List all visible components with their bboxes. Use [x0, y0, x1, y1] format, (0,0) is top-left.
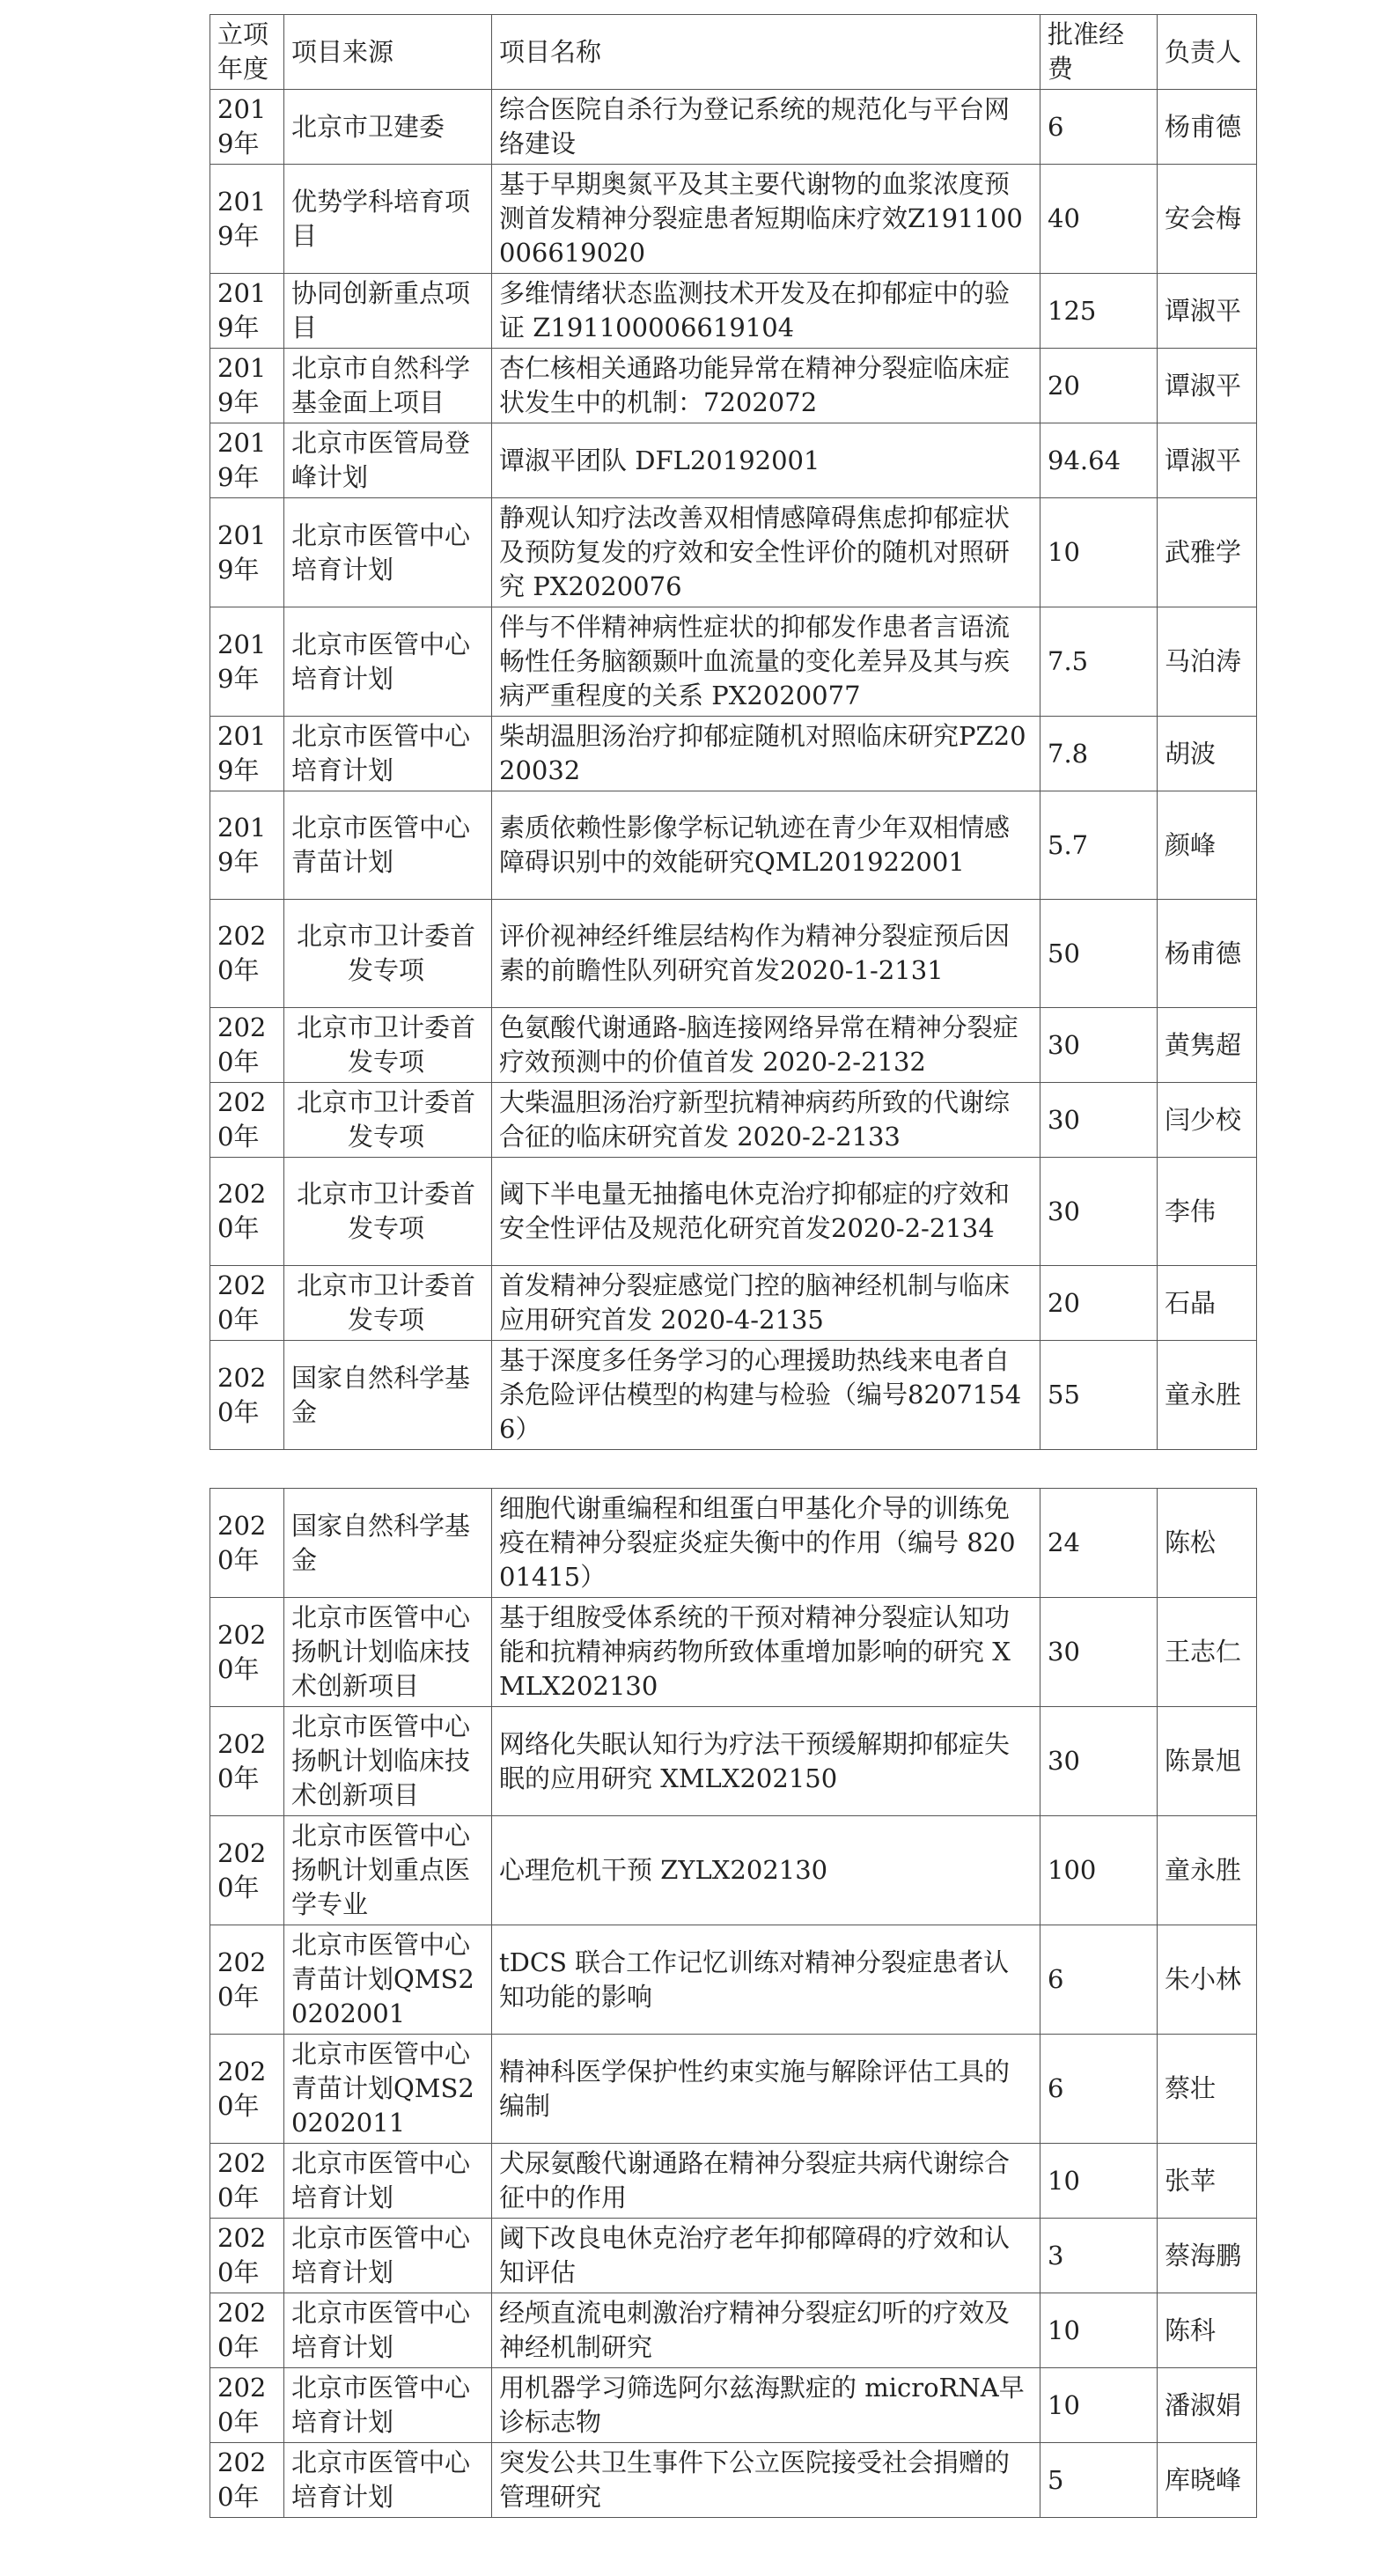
funding-cell: 94.64 [1040, 423, 1158, 498]
pi-cell: 安会梅 [1158, 165, 1257, 274]
table-row [210, 2443, 1257, 2518]
pi-cell: 胡波 [1158, 717, 1257, 791]
project-name-cell: 静观认知疗法改善双相情感障碍焦虑抑郁症状及预防复发的疗效和安全性评价的随机对照研究 PX2020076 [492, 498, 1040, 607]
source-cell: 北京市医管中心培育计划 [284, 2368, 492, 2443]
funding-cell: 10 [1040, 2144, 1158, 2219]
project-name-cell: 评价视神经纤维层结构作为精神分裂症预后因素的前瞻性队列研究首发2020-1-2131 [492, 900, 1040, 1008]
funding-cell: 24 [1040, 1489, 1158, 1598]
year-cell: 2019年 [210, 349, 284, 423]
pi-cell: 武雅学 [1158, 498, 1257, 607]
year-cell: 2020年 [210, 2443, 284, 2518]
year-cell: 2020年 [210, 1008, 284, 1083]
source-cell: 北京市医管中心扬帆计划临床技术创新项目 [284, 1598, 492, 1707]
source-cell: 北京市医管中心培育计划 [284, 498, 492, 607]
year-cell: 2020年 [210, 1707, 284, 1816]
funding-cell: 30 [1040, 1707, 1158, 1816]
table-row [210, 2144, 1257, 2219]
funding-cell: 50 [1040, 900, 1158, 1008]
project-table-page-2 [210, 1488, 1257, 2518]
source-cell: 北京市医管中心培育计划 [284, 717, 492, 791]
project-name-cell: 阈下半电量无抽搐电休克治疗抑郁症的疗效和安全性评估及规范化研究首发2020-2-2134 [492, 1158, 1040, 1266]
funding-cell: 30 [1040, 1598, 1158, 1707]
source-cell: 北京市医管中心青苗计划QMS20202001 [284, 1925, 492, 2035]
pi-cell: 蔡壮 [1158, 2035, 1257, 2144]
year-cell: 2020年 [210, 1341, 284, 1450]
table-row [210, 498, 1257, 607]
pi-cell: 陈科 [1158, 2293, 1257, 2368]
table-row [210, 90, 1257, 165]
source-cell: 北京市医管中心培育计划 [284, 2293, 492, 2368]
project-name-cell: 心理危机干预 ZYLX202130 [492, 1816, 1040, 1925]
funding-cell: 10 [1040, 2368, 1158, 2443]
project-name-cell: 基于深度多任务学习的心理援助热线来电者自杀危险评估模型的构建与检验（编号82071546） [492, 1341, 1040, 1450]
pi-cell: 童永胜 [1158, 1341, 1257, 1450]
pi-cell: 谭淑平 [1158, 274, 1257, 349]
source-cell: 北京市医管中心青苗计划QMS20202011 [284, 2035, 492, 2144]
table-row [210, 274, 1257, 349]
table-row [210, 1266, 1257, 1341]
pi-cell: 王志仁 [1158, 1598, 1257, 1707]
year-cell: 2019年 [210, 717, 284, 791]
year-cell: 2020年 [210, 1158, 284, 1266]
source-cell: 北京市医管中心青苗计划 [284, 791, 492, 900]
table-row [210, 1158, 1257, 1266]
header-source: 项目来源 [284, 15, 492, 90]
funding-cell: 100 [1040, 1816, 1158, 1925]
pi-cell: 马泊涛 [1158, 607, 1257, 717]
table-row [210, 900, 1257, 1008]
pi-cell: 童永胜 [1158, 1816, 1257, 1925]
pi-cell: 朱小林 [1158, 1925, 1257, 2035]
project-name-cell: 用机器学习筛选阿尔兹海默症的 microRNA早诊标志物 [492, 2368, 1040, 2443]
funding-cell: 6 [1040, 1925, 1158, 2035]
year-cell: 2020年 [210, 2144, 284, 2219]
year-cell: 2020年 [210, 1266, 284, 1341]
source-cell: 北京市卫计委首发专项 [284, 1266, 492, 1341]
source-cell: 北京市自然科学基金面上项目 [284, 349, 492, 423]
header-name: 项目名称 [492, 15, 1040, 90]
year-cell: 2019年 [210, 423, 284, 498]
funding-cell: 6 [1040, 2035, 1158, 2144]
project-name-cell: 犬尿氨酸代谢通路在精神分裂症共病代谢综合征中的作用 [492, 2144, 1040, 2219]
table-row [210, 1816, 1257, 1925]
funding-cell: 20 [1040, 349, 1158, 423]
funding-cell: 3 [1040, 2219, 1158, 2293]
table-row [210, 1341, 1257, 1450]
funding-cell: 10 [1040, 498, 1158, 607]
table-row [210, 2293, 1257, 2368]
source-cell: 北京市医管中心培育计划 [284, 2144, 492, 2219]
project-name-cell: 基于组胺受体系统的干预对精神分裂症认知功能和抗精神病药物所致体重增加影响的研究 XMLX202130 [492, 1598, 1040, 1707]
funding-cell: 30 [1040, 1083, 1158, 1158]
project-name-cell: 网络化失眠认知行为疗法干预缓解期抑郁症失眠的应用研究 XMLX202150 [492, 1707, 1040, 1816]
project-name-cell: 细胞代谢重编程和组蛋白甲基化介导的训练免疫在精神分裂症炎症失衡中的作用（编号 82001415） [492, 1489, 1040, 1598]
project-name-cell: 基于早期奥氮平及其主要代谢物的血浆浓度预测首发精神分裂症患者短期临床疗效Z191100006619020 [492, 165, 1040, 274]
pi-cell: 杨甫德 [1158, 90, 1257, 165]
year-cell: 2019年 [210, 498, 284, 607]
pi-cell: 杨甫德 [1158, 900, 1257, 1008]
pi-cell: 蔡海鹏 [1158, 2219, 1257, 2293]
table-row [210, 1008, 1257, 1083]
table-row [210, 165, 1257, 274]
year-cell: 2020年 [210, 2368, 284, 2443]
pi-cell: 谭淑平 [1158, 423, 1257, 498]
project-name-cell: 杏仁核相关通路功能异常在精神分裂症临床症状发生中的机制：7202072 [492, 349, 1040, 423]
project-name-cell: tDCS 联合工作记忆训练对精神分裂症患者认知功能的影响 [492, 1925, 1040, 2035]
year-cell: 2019年 [210, 90, 284, 165]
header-funding: 批准经费 [1040, 15, 1158, 90]
year-cell: 2020年 [210, 2219, 284, 2293]
year-cell: 2020年 [210, 1083, 284, 1158]
funding-cell: 20 [1040, 1266, 1158, 1341]
table-row [210, 717, 1257, 791]
funding-cell: 7.5 [1040, 607, 1158, 717]
table-row [210, 349, 1257, 423]
table-row [210, 1489, 1257, 1598]
source-cell: 优势学科培育项目 [284, 165, 492, 274]
year-cell: 2019年 [210, 274, 284, 349]
table-row [210, 1925, 1257, 2035]
project-name-cell: 柴胡温胆汤治疗抑郁症随机对照临床研究PZ2020032 [492, 717, 1040, 791]
pi-cell: 库晓峰 [1158, 2443, 1257, 2518]
source-cell: 北京市卫计委首发专项 [284, 1008, 492, 1083]
pi-cell: 石晶 [1158, 1266, 1257, 1341]
project-name-cell: 经颅直流电刺激治疗精神分裂症幻听的疗效及神经机制研究 [492, 2293, 1040, 2368]
pi-cell: 闫少校 [1158, 1083, 1257, 1158]
table-row [210, 2035, 1257, 2144]
source-cell: 北京市医管中心培育计划 [284, 607, 492, 717]
funding-cell: 10 [1040, 2293, 1158, 2368]
source-cell: 国家自然科学基金 [284, 1489, 492, 1598]
table-row [210, 2219, 1257, 2293]
pi-cell: 陈松 [1158, 1489, 1257, 1598]
project-name-cell: 首发精神分裂症感觉门控的脑神经机制与临床应用研究首发 2020-4-2135 [492, 1266, 1040, 1341]
project-name-cell: 色氨酸代谢通路-脑连接网络异常在精神分裂症疗效预测中的价值首发 2020-2-2132 [492, 1008, 1040, 1083]
pi-cell: 黄隽超 [1158, 1008, 1257, 1083]
year-cell: 2020年 [210, 1489, 284, 1598]
year-cell: 2019年 [210, 165, 284, 274]
project-name-cell: 精神科医学保护性约束实施与解除评估工具的编制 [492, 2035, 1040, 2144]
year-cell: 2020年 [210, 2035, 284, 2144]
source-cell: 北京市卫建委 [284, 90, 492, 165]
project-name-cell: 素质依赖性影像学标记轨迹在青少年双相情感障碍识别中的效能研究QML201922001 [492, 791, 1040, 900]
source-cell: 国家自然科学基金 [284, 1341, 492, 1450]
source-cell: 北京市卫计委首发专项 [284, 1158, 492, 1266]
funding-cell: 30 [1040, 1158, 1158, 1266]
table-row [210, 1707, 1257, 1816]
table-row [210, 1598, 1257, 1707]
source-cell: 北京市医管中心培育计划 [284, 2219, 492, 2293]
project-name-cell: 多维情绪状态监测技术开发及在抑郁症中的验证 Z191100006619104 [492, 274, 1040, 349]
project-table-page-1 [210, 14, 1257, 1450]
source-cell: 协同创新重点项目 [284, 274, 492, 349]
project-name-cell: 阈下改良电休克治疗老年抑郁障碍的疗效和认知评估 [492, 2219, 1040, 2293]
funding-cell: 7.8 [1040, 717, 1158, 791]
project-name-cell: 综合医院自杀行为登记系统的规范化与平台网络建设 [492, 90, 1040, 165]
year-cell: 2019年 [210, 791, 284, 900]
year-cell: 2020年 [210, 900, 284, 1008]
funding-cell: 6 [1040, 90, 1158, 165]
pi-cell: 李伟 [1158, 1158, 1257, 1266]
header-year: 立项年度 [210, 15, 284, 90]
table-header-row [210, 15, 1257, 90]
source-cell: 北京市卫计委首发专项 [284, 1083, 492, 1158]
source-cell: 北京市医管中心扬帆计划重点医学专业 [284, 1816, 492, 1925]
source-cell: 北京市卫计委首发专项 [284, 900, 492, 1008]
source-cell: 北京市医管中心扬帆计划临床技术创新项目 [284, 1707, 492, 1816]
project-name-cell: 突发公共卫生事件下公立医院接受社会捐赠的管理研究 [492, 2443, 1040, 2518]
year-cell: 2020年 [210, 1816, 284, 1925]
year-cell: 2020年 [210, 1925, 284, 2035]
funding-cell: 30 [1040, 1008, 1158, 1083]
pi-cell: 谭淑平 [1158, 349, 1257, 423]
year-cell: 2019年 [210, 607, 284, 717]
pi-cell: 张苹 [1158, 2144, 1257, 2219]
year-cell: 2020年 [210, 1598, 284, 1707]
source-cell: 北京市医管局登峰计划 [284, 423, 492, 498]
source-cell: 北京市医管中心培育计划 [284, 2443, 492, 2518]
project-name-cell: 伴与不伴精神病性症状的抑郁发作患者言语流畅性任务脑额颞叶血流量的变化差异及其与疾病严重程度的关系 PX2020077 [492, 607, 1040, 717]
funding-cell: 125 [1040, 274, 1158, 349]
pi-cell: 陈景旭 [1158, 1707, 1257, 1816]
table-row [210, 423, 1257, 498]
table-row [210, 2368, 1257, 2443]
table-row [210, 1083, 1257, 1158]
funding-cell: 40 [1040, 165, 1158, 274]
project-name-cell: 谭淑平团队 DFL20192001 [492, 423, 1040, 498]
year-cell: 2020年 [210, 2293, 284, 2368]
pi-cell: 潘淑娟 [1158, 2368, 1257, 2443]
table-row [210, 791, 1257, 900]
project-name-cell: 大柴温胆汤治疗新型抗精神病药所致的代谢综合征的临床研究首发 2020-2-2133 [492, 1083, 1040, 1158]
pi-cell: 颜峰 [1158, 791, 1257, 900]
funding-cell: 55 [1040, 1341, 1158, 1450]
funding-cell: 5.7 [1040, 791, 1158, 900]
funding-cell: 5 [1040, 2443, 1158, 2518]
header-pi: 负责人 [1158, 15, 1257, 90]
table-row [210, 607, 1257, 717]
